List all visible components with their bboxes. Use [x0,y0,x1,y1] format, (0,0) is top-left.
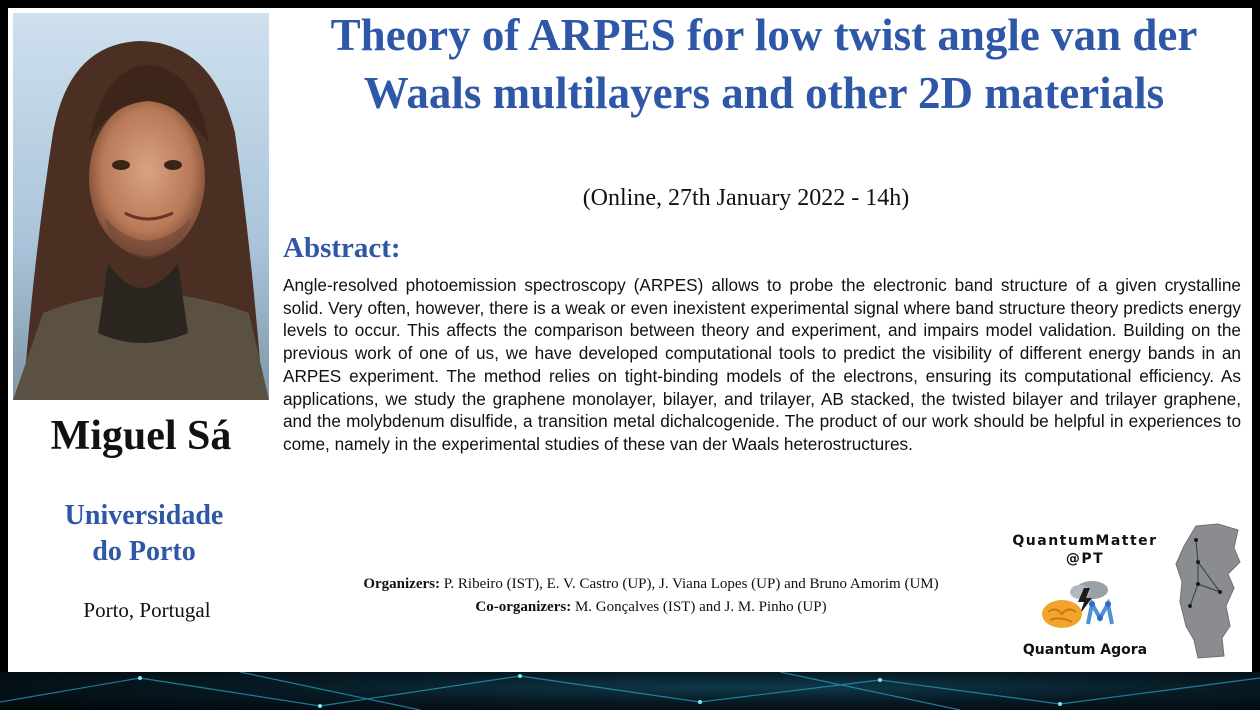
brain-cloud-logo-icon [1036,578,1126,638]
university-line-2: do Porto [92,536,196,568]
organizers-line [296,573,1006,596]
university-line-1: Universidade [64,500,224,531]
organizers-names: P. Ribeiro (IST), E. V. Castro (UP), J. Viana Lopes (UP) and Bruno Amorim (UM) [443,576,939,592]
co-organizers-names: M. Gonçalves (IST) and J. M. Pinho (UP) [574,599,827,615]
quantum-matter-title [992,532,1178,568]
co-organizers-line [296,596,1006,619]
decorative-network-band [0,672,1260,710]
portugal-map-icon [1168,522,1244,662]
speaker-photo [13,13,269,400]
talk-date: (Online, 27th January 2022 - 14h) [582,185,910,211]
speaker-name: Miguel Sá [50,413,232,459]
speaker-location: Porto, Portugal [83,598,211,622]
speaker-affiliation [13,498,275,571]
abstract-body: Angle-resolved photoemission spectroscopy (ARPES) allows to probe the electronic band structure of a given crystalline solid. Very often, however, there is a weak or even inexistent experimental signal where band structure theory predicts energy levels to occur. This affects the comparison between theory and experiment, and impairs model validation. Building on the previous work of one of us, we have developed computational tools to predict the visibility of different energy bands in an ARPES experiment. The method relies on tight-binding models of the electrons, ensuring its computational efficiency. As applications, we study the graphene monolayer, bilayer, and trilayer, AB stacked, the twisted bilayer and trilayer graphene, and the molybdenum disulfide, a transition metal dichalcogenide. The product of our work should be helpful in experiences to come, namely in the experimental studies of these van der Waals heterostructures. [283,275,1241,454]
organizers-label: Organizers: [363,576,440,592]
organizers-block [296,573,1006,619]
qm-line-2: @PT [1065,551,1105,567]
abstract-heading: Abstract: [283,232,401,264]
talk-title: Theory of ARPES for low twist angle van der Waals multilayers and other 2D materials [330,10,1198,118]
qm-line-1: QuantumMatter [1012,533,1158,549]
co-organizers-label: Co-organizers: [475,599,572,615]
quantum-agora-label: Quantum Agora [1022,642,1148,658]
